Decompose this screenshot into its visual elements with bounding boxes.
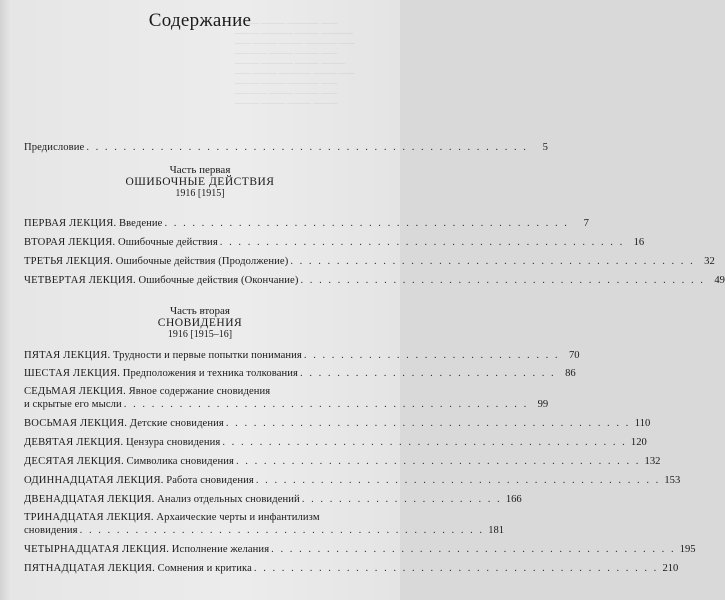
lecture-label: СЕДЬМАЯ ЛЕКЦИЯ	[24, 386, 124, 397]
lecture-title: . Ошибочные действия	[112, 237, 218, 248]
toc-entry-lecture-5[interactable]	[24, 349, 580, 362]
leader-dots: . . . . . . . . . . . . . . . . . . . . . . . . . . . . . . . . . . . . . . . . . . . .	[255, 475, 661, 486]
leader-dots: . . . . . . . . . . . . . . . . . . . . . . . . . . . . . . . . . . . . . . . . . . . .	[253, 563, 659, 574]
toc-entry-lecture-3[interactable]	[24, 255, 715, 268]
lecture-label: ЧЕТВЕРТАЯ ЛЕКЦИЯ	[24, 275, 133, 286]
lecture-label: ТРЕТЬЯ ЛЕКЦИЯ	[24, 256, 111, 267]
leader-dots: . . . . . . . . . . . . . . . . . . . . . . . . . . . . . . . . . . . . . . . . . . . .	[219, 237, 625, 248]
toc-page-number: 32	[704, 256, 715, 267]
lecture-title: . Сомнения и критика	[152, 563, 252, 574]
part-label: Часть первая	[169, 164, 231, 176]
toc-entry-title: Предисловие	[24, 142, 85, 153]
lecture-label: ВОСЬМАЯ ЛЕКЦИЯ	[24, 418, 125, 429]
toc-entry-preface[interactable]	[24, 141, 548, 154]
leader-dots: . . . . . . . . . . . . . . . . . . . . . . . . . . . . . . . . . . . . . . . . . . . .	[271, 544, 676, 555]
part-two-heading	[0, 305, 400, 340]
lecture-title-continued: сновидения	[24, 525, 78, 536]
lecture-title: . Архаические черты и инфантилизм	[150, 512, 320, 523]
lecture-label: ПЯТНАДЦАТАЯ ЛЕКЦИЯ	[24, 563, 153, 574]
lecture-title: . Работа сновидения	[160, 475, 254, 486]
lecture-title: . Явное содержание сновидения	[123, 386, 271, 397]
toc-entry-lecture-15[interactable]	[24, 562, 679, 575]
toc-page-number: 110	[634, 418, 651, 429]
toc-entry-lecture-11[interactable]	[24, 474, 681, 487]
toc-page-number: 181	[488, 525, 505, 536]
toc-page-number: 210	[662, 563, 679, 574]
toc-entry-lecture-14[interactable]	[24, 543, 696, 556]
leader-dots: . . . . . . . . . . . . . . . . . . . . . . . . . . . . . . . . . . . . . . . . . . . .	[290, 256, 695, 267]
toc-entry-lecture-6[interactable]	[24, 367, 576, 380]
lecture-title-continued: и скрытые его мысли	[24, 399, 122, 410]
part-name: ОШИБОЧНЫЕ ДЕЙСТВИЯ	[125, 176, 275, 188]
toc-page-number: 16	[633, 237, 645, 248]
lecture-title: . Ошибочные действия (Окончание)	[132, 275, 299, 286]
lecture-title: . Введение	[113, 218, 163, 229]
toc-entry-lecture-1[interactable]	[24, 217, 589, 230]
toc-page-number: 132	[644, 456, 661, 467]
lecture-label: ПЕРВАЯ ЛЕКЦИЯ	[24, 218, 114, 229]
lecture-label: ШЕСТАЯ ЛЕКЦИЯ	[24, 368, 118, 379]
lecture-title: . Анализ отдельных сновидений	[151, 494, 300, 505]
toc-page-number: 195	[679, 544, 696, 555]
leader-dots: . . . . . . . . . . . . . . . . . . . . . . . . . . . . . . . . . . . . . . . . . . . .	[222, 437, 627, 448]
leader-dots: . . . . . . . . . . . . . . . . . . . . . .	[301, 494, 502, 505]
toc-page-number: 7	[583, 218, 589, 229]
toc-page-number: 166	[505, 494, 522, 505]
leader-dots: . . . . . . . . . . . . . . . . . . . . . . . . . . . . . . . . . . . . . . . . . . . .	[236, 456, 641, 467]
bleed-through-text: ——— ——— ———— —— ——— ———— ——— ———— —— ——— ——— ———— —— ———— ——— ——— —— ——— ———— ——— ——— —— ——— ———— ——— —— ——— ——— ———— —— ———— ——— ——— —— ——— ——— ——— ———	[235, 18, 355, 107]
lecture-label: ТРИНАДЦАТАЯ ЛЕКЦИЯ	[24, 512, 151, 523]
toc-page-number: 49	[714, 275, 725, 286]
leader-dots: . . . . . . . . . . . . . . . . . . . . . . . . . . . . . . . . . . . . . . . . . . . .	[123, 399, 529, 410]
toc-entry-lecture-7[interactable]	[24, 385, 549, 411]
toc-entry-lecture-2[interactable]	[24, 236, 645, 249]
lecture-title: . Исполнение желания	[166, 544, 270, 555]
leader-dots: . . . . . . . . . . . . . . . . . . . . . . . . . . . . . . . . . . . . . . . . . . . .	[79, 525, 485, 536]
toc-page-number: 86	[565, 368, 576, 379]
lecture-title: . Детские сновидения	[124, 418, 224, 429]
toc-page-number: 5	[542, 142, 548, 153]
part-years: 1916 [1915]	[175, 188, 225, 199]
toc-entry-lecture-13[interactable]	[24, 511, 505, 537]
lecture-title: . Ошибочные действия (Продолжение)	[110, 256, 289, 267]
lecture-label: ДВЕНАДЦАТАЯ ЛЕКЦИЯ	[24, 494, 152, 505]
lecture-label: ПЯТАЯ ЛЕКЦИЯ	[24, 350, 108, 361]
part-one-heading	[0, 164, 400, 199]
lecture-label: ОДИННАДЦАТАЯ ЛЕКЦИЯ	[24, 475, 161, 486]
toc-entry-lecture-10[interactable]	[24, 455, 661, 468]
toc-entry-lecture-8[interactable]	[24, 417, 651, 430]
toc-page-number: 153	[664, 475, 681, 486]
toc-entry-lecture-9[interactable]	[24, 436, 647, 449]
leader-dots: . . . . . . . . . . . . . . . . . . . . . . . . . . . .	[303, 350, 560, 361]
leader-dots: . . . . . . . . . . . . . . . . . . . . . . . . . . . . . . . . . . . . . . . . . . . .	[300, 275, 705, 286]
toc-page-number: 120	[630, 437, 647, 448]
leader-dots: . . . . . . . . . . . . . . . . . . . . . . . . . . . . . . . . . . . . . . . . . . . . . . . .	[86, 142, 528, 153]
toc-page-number: 99	[537, 399, 549, 410]
lecture-label: ДЕВЯТАЯ ЛЕКЦИЯ	[24, 437, 121, 448]
leader-dots: . . . . . . . . . . . . . . . . . . . . . . . . . . . . . . . . . . . . . . . . . . . .	[225, 418, 631, 429]
lecture-label: ВТОРАЯ ЛЕКЦИЯ	[24, 237, 113, 248]
toc-page-number: 70	[568, 350, 580, 361]
lecture-title: . Предположения и техника толкования	[117, 368, 299, 379]
lecture-label: ЧЕТЫРНАДЦАТАЯ ЛЕКЦИЯ	[24, 544, 167, 555]
lecture-title: . Символика сновидения	[121, 456, 234, 467]
part-name: СНОВИДЕНИЯ	[157, 317, 243, 329]
part-label: Часть вторая	[169, 305, 230, 317]
page-title: Содержание	[148, 10, 252, 31]
toc-entry-lecture-12[interactable]	[24, 493, 522, 506]
part-years: 1916 [1915–16]	[167, 329, 233, 340]
lecture-title: . Цензура сновидения	[120, 437, 221, 448]
lecture-label: ДЕСЯТАЯ ЛЕКЦИЯ	[24, 456, 122, 467]
leader-dots: . . . . . . . . . . . . . . . . . . . . . . . . . . . . . . . . . . . . . . . . . . . .	[164, 218, 569, 229]
toc-entry-lecture-4[interactable]	[24, 274, 725, 287]
leader-dots: . . . . . . . . . . . . . . . . . . . . . . . . . . . .	[300, 368, 556, 379]
lecture-title: . Трудности и первые попытки понимания	[107, 350, 302, 361]
